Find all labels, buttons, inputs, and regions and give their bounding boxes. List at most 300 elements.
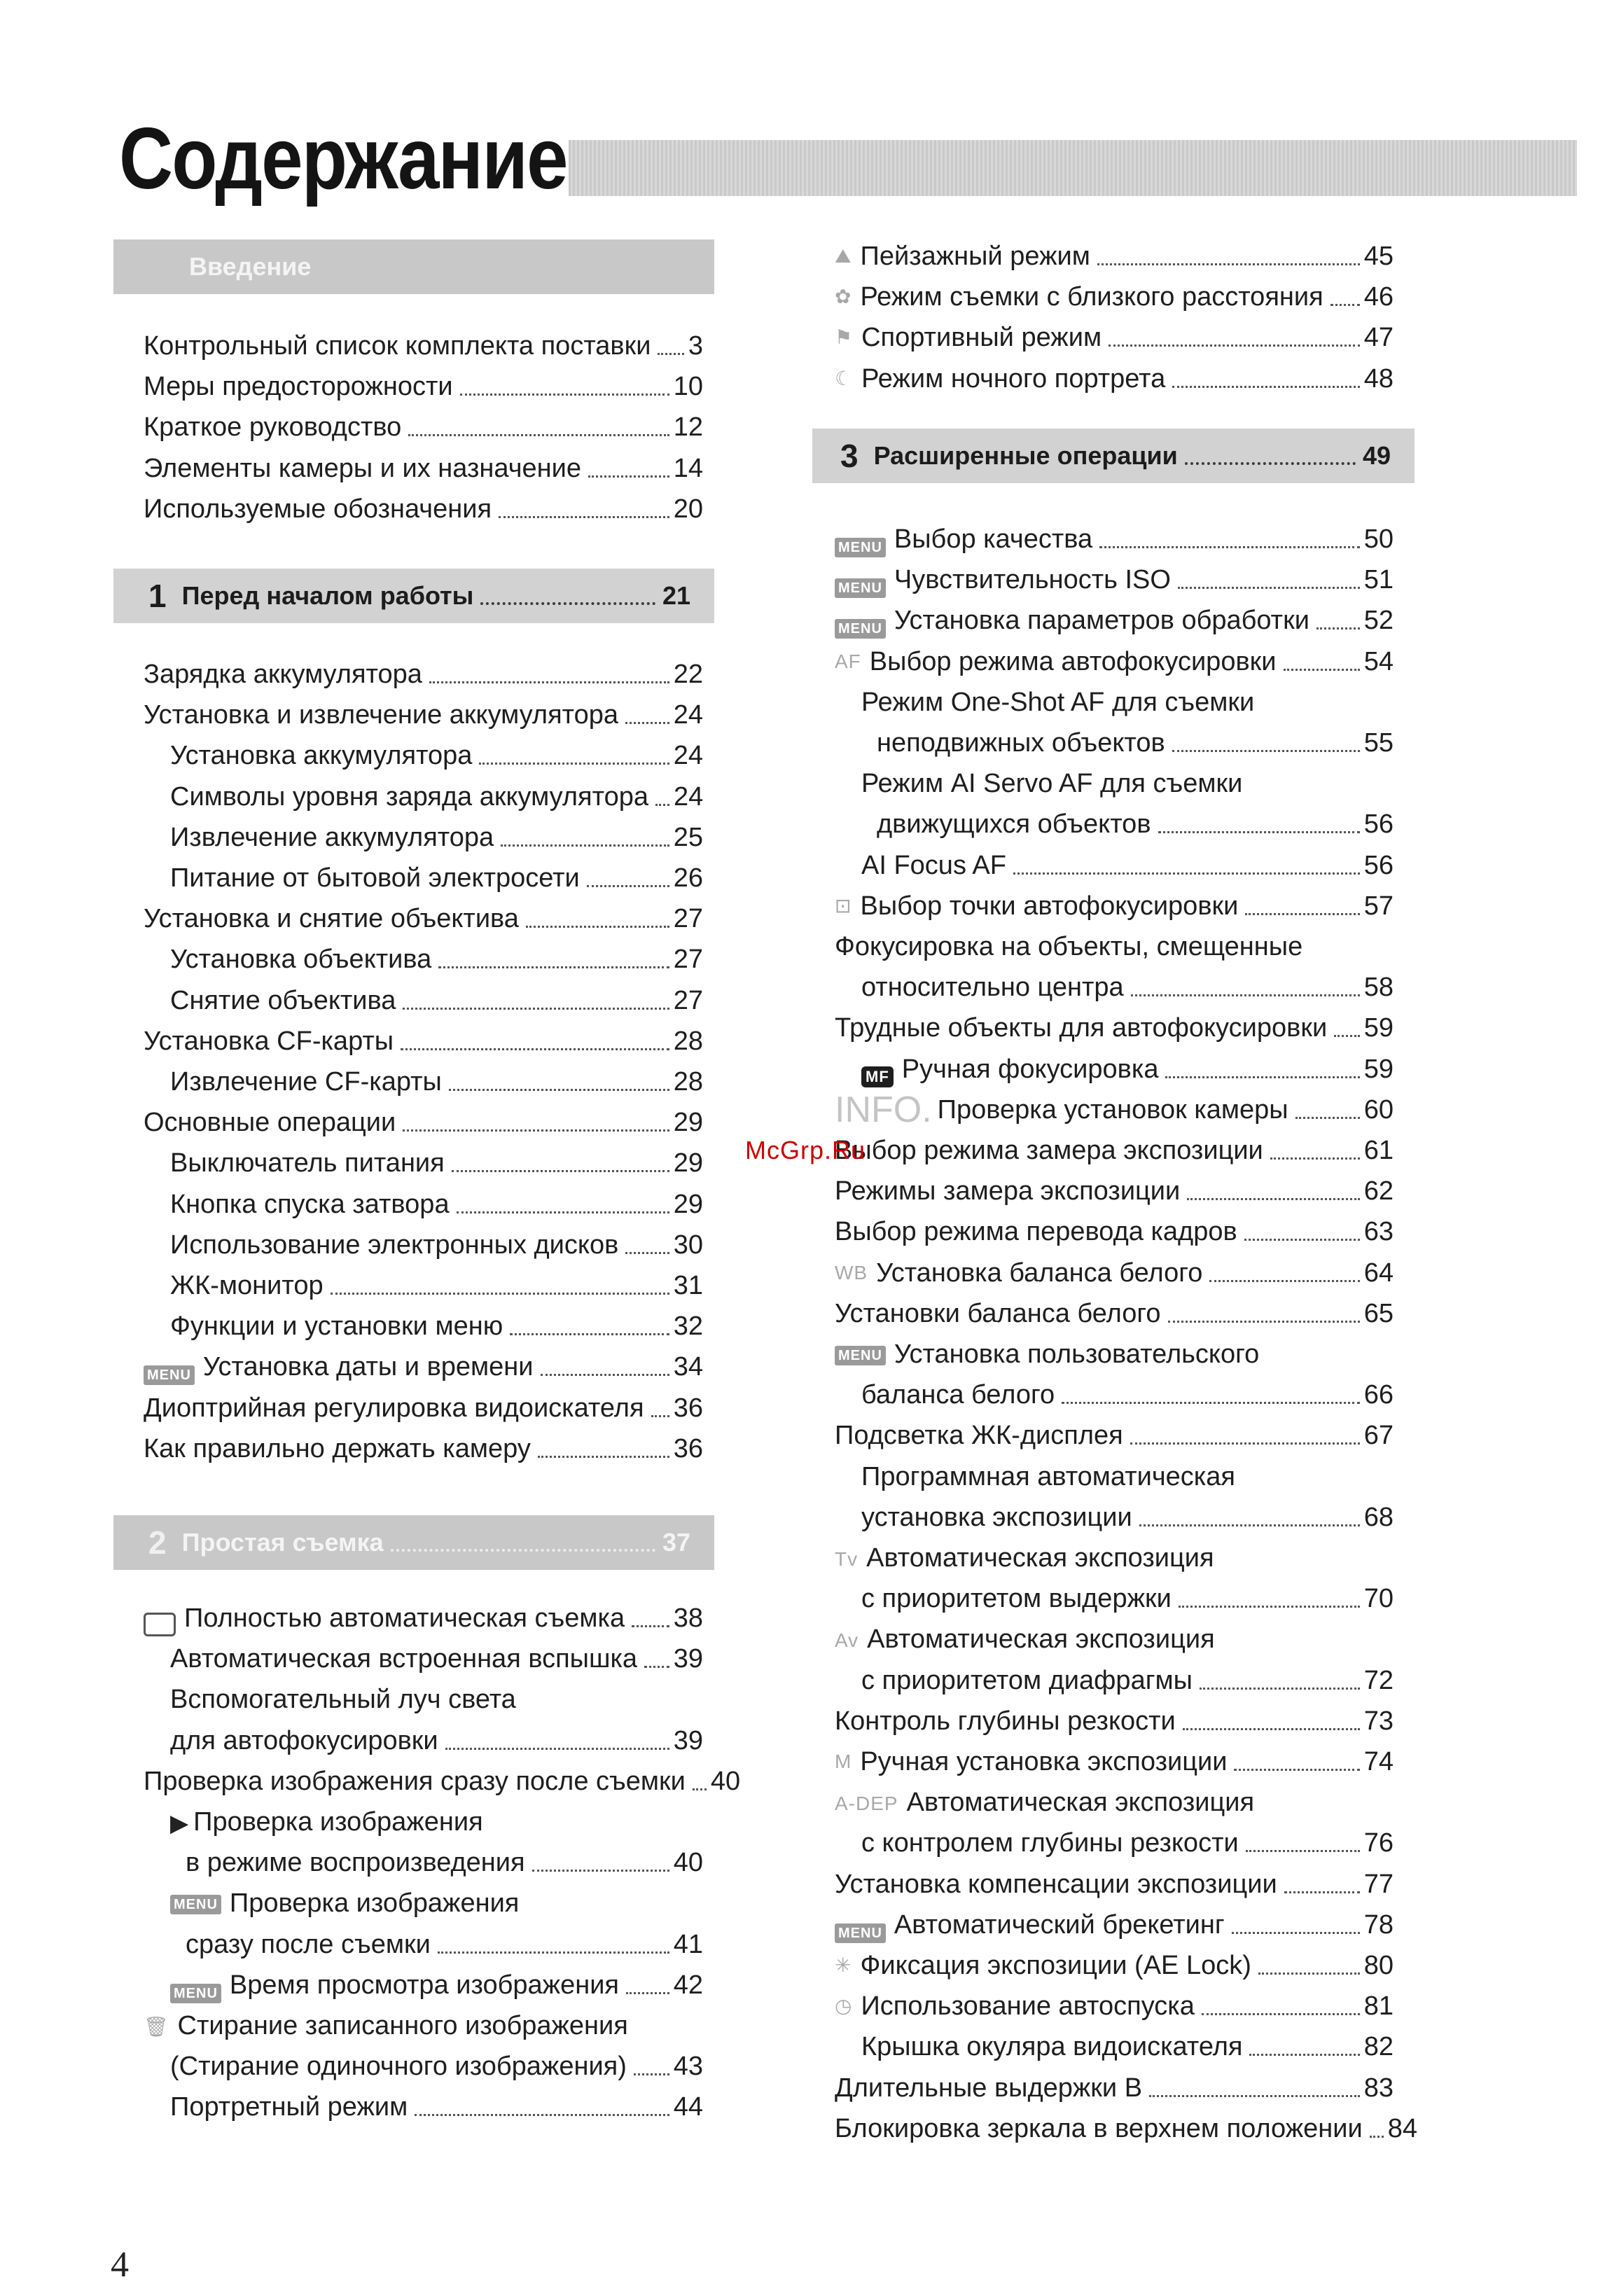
toc-entry [861,847,1394,884]
toc-entry-page: 38 [673,1603,703,1633]
dot-leader [587,885,669,887]
dot-leader [1209,1280,1359,1282]
adep-icon: A-DEP [835,1793,898,1815]
toc-entry [170,1064,703,1100]
toc-entry-text: Проверка изображения сразу после съемки [144,1766,686,1796]
toc-entry [144,900,703,937]
toc-entry [835,562,1394,598]
toc-entry-page: 59 [1363,1013,1394,1043]
toc-entry-page: 40 [673,1848,703,1878]
dot-leader [1172,750,1360,752]
toc-entry [861,1051,1394,1087]
toc-entry-text: Используемые обозначения [144,494,492,524]
toc-entry [186,1926,703,1963]
dot-leader [1013,872,1360,875]
toc-entry [835,1744,1394,1780]
toc-entry-text: Режим AI Servo AF для съемки [861,769,1243,799]
wb-icon: WB [835,1261,868,1283]
dot-leader [1158,831,1360,833]
toc-entry-text: Диоптрийная регулировка видоискателя [144,1393,644,1423]
toc-entry-text: Извлечение аккумулятора [170,822,494,852]
toc-entry [144,656,703,693]
dot-leader [1330,304,1360,306]
toc-entry-page: 66 [1363,1380,1394,1410]
toc-entry-text: Основные операции [144,1108,396,1138]
toc-entry [835,1417,1394,1454]
toc-entry-text: Программная автоматическая [861,1461,1235,1491]
toc-entry [835,1089,1394,1130]
mf-icon: MF [861,1066,894,1087]
toc-entry-page: 78 [1363,1909,1394,1940]
dot-leader [1284,669,1360,671]
toc-entry [170,1227,703,1263]
menu-icon: MENU [835,619,886,639]
menu-icon: MENU [835,1346,886,1365]
toc-entry-text: Выбор режима автофокусировки [869,646,1277,676]
toc-entry [144,1349,703,1385]
dot-leader [501,844,669,847]
toc-entry [835,643,1394,680]
toc-entry [170,1308,703,1344]
toc-entry-page: 80 [1363,1951,1394,1980]
toc-entry-text: Контрольный список комплекта поставки [144,331,651,361]
toc-entry [835,602,1394,639]
toc-entry [170,1681,516,1718]
afpoint-icon: ⊡ [835,894,852,917]
toc-entry [835,1988,1394,2024]
watermark: McGrp.Ru [745,1136,866,1164]
toc-entry-text: Выбор качества [894,524,1093,554]
dot-leader [408,434,669,436]
toc-entry-page: 63 [1363,1217,1394,1247]
toc-entry [144,368,703,405]
toc-entry-page: 28 [673,1067,703,1097]
dot-leader [438,966,669,968]
toc-entry [861,684,1254,721]
dot-leader [1246,1850,1360,1852]
toc-entry-page: 56 [1363,809,1394,840]
toc-entry [861,1825,1394,1861]
toc-entry-text: Выбор режима замера экспозиции [835,1136,1263,1165]
dot-leader [1370,2136,1384,2138]
toc-entry-text: относительно центра [861,973,1124,1003]
toc-entry [835,1784,1254,1822]
section-1-title: Перед началом работы [181,581,474,610]
toc-entry [835,1336,1259,1372]
toc-entry [835,238,1394,274]
dot-leader [1334,1035,1360,1037]
toc-entry-page: 31 [673,1271,703,1300]
dot-leader [1284,1891,1360,1893]
toc-entry-page: 54 [1363,646,1394,676]
timer-icon: ◷ [835,1995,853,2017]
dot-leader [1232,1932,1360,1934]
dot-leader [1172,386,1359,388]
toc-entry-page: 39 [673,1725,703,1755]
toc-entry-page: 32 [673,1311,703,1342]
dot-leader [538,1456,669,1458]
toc-entry-text: Кнопка спуска затвора [170,1189,450,1219]
toc-entry-text: Пейзажный режим [860,242,1090,271]
star-icon: ✳ [835,1954,852,1976]
toc-entry-text: Крышка окуляра видоискателя [861,2032,1243,2062]
toc-entry-text: Спортивный режим [861,323,1102,353]
toc-entry [835,1255,1394,1291]
dot-leader [625,1252,669,1254]
toc-entry-page: 48 [1363,363,1394,394]
toc-entry-text: Трудные объекты для автофокусировки [835,1013,1328,1043]
toc-entry-page: 77 [1363,1869,1394,1899]
toc-entry [861,1580,1394,1617]
toc-entry [835,1947,1394,1984]
section-2-band [113,1515,714,1570]
toc-entry-text: AI Focus AF [861,850,1006,880]
dot-leader [658,353,683,355]
toc-entry [144,1023,703,1059]
toc-entry [170,737,703,774]
toc-entry [170,2048,703,2085]
dot-leader [526,926,669,928]
toc-entry [144,1600,703,1636]
toc-entry-page: 39 [673,1644,703,1674]
toc-entry-page: 26 [673,863,703,893]
toc-entry [144,1431,703,1467]
dot-leader [634,2073,669,2075]
toc-entry-text: Автоматическая экспозиция [906,1788,1255,1818]
toc-entry-text: Зарядка аккумулятора [144,660,422,689]
toc-entry-text: Питание от бытовой электросети [170,863,580,893]
toc-entry-page: 84 [1387,2113,1418,2143]
toc-entry-text: Ручная фокусировка [901,1054,1159,1084]
dot-leader [499,516,669,518]
toc-entry-page: 20 [673,494,703,524]
toc-entry [144,328,703,364]
dot-leader [403,1129,669,1132]
toc-entry-text: Ручная установка экспозиции [860,1747,1228,1776]
toc-entry [835,319,1394,356]
dot-leader [479,763,669,765]
toc-entry [835,1295,1394,1332]
toc-entry [835,1173,1394,1209]
dot-leader [655,804,669,806]
menu-icon: MENU [835,1923,886,1943]
toc-entry [170,1145,703,1181]
section-1-band [113,569,714,623]
dot-leader [449,1089,669,1091]
toc-entry-text: Фокусировка на объекты, смещенные [835,932,1303,961]
dot-leader [1187,1198,1359,1200]
toc-entry-page: 64 [1363,1258,1394,1288]
toc-entry-text: Проверка изображения [193,1807,483,1837]
dot-leader [1234,1769,1359,1771]
dot-leader [401,1048,669,1050]
toc-entry [170,1186,703,1223]
toc-entry [835,279,1394,315]
dot-leader [1062,1402,1360,1404]
dot-leader [1165,1076,1359,1078]
toc-entry-text: Блокировка зеркала в верхнем положении [835,2113,1363,2143]
toc-entry-text: Длительные выдержки B [835,2073,1143,2103]
toc-entry-text: Выбор режима перевода кадров [835,1217,1237,1247]
toc-entry-page: 73 [1363,1706,1394,1736]
dot-leader [1316,627,1360,629]
toc-entry-text: Фиксация экспозиции (AE Lock) [860,1951,1251,1980]
toc-entry-text: Проверка установок камеры [937,1094,1288,1125]
toc-entry [861,1662,1394,1699]
toc-entry-text: Установка CF-карты [144,1026,394,1056]
toc-entry [144,491,703,527]
toc-entry-page: 65 [1363,1298,1394,1328]
toc-entry-page: 57 [1363,891,1394,921]
toc-entry-page: 60 [1363,1094,1394,1125]
dot-leader [1245,913,1359,915]
dot-leader [1168,1321,1360,1323]
toc-entry-page: 42 [673,1970,703,2000]
toc-entry [835,928,1302,965]
toc-entry-text: Как правильно держать камеру [144,1433,531,1463]
section-1-number: 1 [148,578,167,614]
toc-entry-text: в режиме воспроизведения [186,1848,525,1878]
toc-entry [170,1723,703,1759]
toc-entry-text: для автофокусировки [170,1725,438,1755]
section-3-page: 49 [1362,441,1391,470]
toc-entry-text: Символы уровня заряда аккумулятора [170,781,648,812]
info-icon: INFO. [835,1089,932,1130]
toc-entry-text: (Стирание одиночного изображения) [170,2052,627,2082]
toc-entry-page: 70 [1363,1584,1394,1614]
section-3-band [812,429,1415,483]
page-number: 4 [111,2245,129,2285]
toc-entry-page: 34 [673,1352,703,1382]
toc-entry-text: с приоритетом выдержки [861,1584,1172,1614]
toc-entry-text: Установка баланса белого [876,1258,1203,1288]
dot-leader [1109,345,1360,347]
toc-entry-text: Режим One-Shot AF для съемки [861,687,1255,717]
toc-entry [835,888,1394,924]
section-2-page: 37 [662,1528,690,1557]
toc-entry-text: Снятие объектива [170,985,396,1015]
toc-entry [861,765,1242,802]
dot-leader [1097,263,1360,265]
toc-entry-page: 47 [1363,323,1394,353]
toc-entry-page: 24 [673,700,703,730]
dot-leader [1244,1239,1360,1241]
toc-entry [144,409,703,445]
toc-entry [170,1967,703,2003]
toc-entry-text: Меры предосторожности [144,372,453,402]
toc-entry-text: Установка пользовательского [894,1340,1260,1369]
toc-entry-page: 81 [1363,1991,1394,2022]
section-2-leader [391,1533,655,1552]
dot-leader [1202,2013,1360,2015]
dot-leader [632,1625,669,1627]
toc-entry-text: Использование автоспуска [861,1991,1195,2022]
toc-entry [835,1703,1394,1739]
toc-entry-text: установка экспозиции [861,1502,1132,1532]
section-1-leader [480,587,655,605]
toc-entry [861,1459,1235,1495]
dot-leader [1183,1728,1360,1730]
toc-entry-page: 61 [1363,1136,1394,1165]
toc-entry-page: 50 [1363,524,1394,554]
toc-entry [144,1104,703,1141]
dot-leader [429,681,669,683]
toc-entry-page: 67 [1363,1421,1394,1451]
toc-entry [170,1804,483,1842]
dot-leader [1130,1442,1360,1445]
toc-entry-page: 30 [673,1230,703,1260]
toc-entry-text: Стирание записанного изображения [177,2011,628,2040]
toc-entry-page: 62 [1363,1176,1394,1206]
toc-entry-text: Режим ночного портрета [861,363,1166,394]
menu-icon: MENU [144,1365,195,1385]
dot-leader [532,1870,669,1872]
toc-entry [170,1267,703,1304]
section-3-leader [1185,447,1356,465]
page-title: Содержание [119,111,567,207]
toc-entry-text: Автоматическая встроенная вспышка [170,1644,638,1674]
play-icon: ▶ [170,1809,190,1837]
toc-entry-page: 25 [673,822,703,852]
toc-entry-page: 58 [1363,973,1394,1003]
dot-leader [1200,1688,1360,1690]
toc-entry-text: Установка объектива [170,945,432,975]
dot-leader [1249,2054,1359,2056]
dot-leader [1258,1973,1360,1975]
toc-entry-page: 45 [1363,242,1394,271]
toc-entry-page: 29 [673,1148,703,1178]
dot-leader [1179,1606,1360,1608]
section-intro-title: Введение [189,252,312,281]
toc-entry [877,725,1394,761]
toc-entry-page: 40 [710,1766,741,1796]
toc-entry-page: 28 [673,1026,703,1056]
landscape-icon: ⛰ [835,245,852,267]
toc-entry-page: 52 [1363,606,1394,636]
toc-entry-page: 82 [1363,2032,1394,2062]
dot-leader [452,1170,669,1172]
toc-entry [835,1907,1394,1943]
toc-entry-text: Режим съемки с близкого расстояния [860,282,1323,312]
section-3-title: Расширенные операции [873,441,1178,470]
dot-leader [460,394,669,396]
toc-entry-page: 59 [1363,1054,1394,1084]
toc-entry-page: 36 [673,1433,703,1463]
dot-leader [403,1008,669,1010]
toc-entry [170,1641,703,1677]
toc-entry-page: 29 [673,1108,703,1138]
toc-entry [170,2089,703,2125]
toc-entry-page: 76 [1363,1828,1394,1858]
toc-entry-text: неподвижных объектов [877,728,1165,758]
toc-entry-page: 14 [673,453,703,483]
dot-leader [588,475,669,478]
toc-entry-page: 27 [673,985,703,1015]
toc-entry-text: с приоритетом диафрагмы [861,1665,1193,1695]
dot-leader [1099,546,1360,548]
toc-entry-text: баланса белого [861,1380,1055,1410]
toc-entry-text: Портретный режим [170,2092,408,2122]
toc-entry-text: Элементы камеры и их назначение [144,453,581,483]
toc-entry-text: Установка параметров обработки [894,606,1309,636]
toc-entry-page: 27 [673,904,703,934]
toc-entry [835,1132,1394,1169]
title-bar [569,140,1577,196]
toc-entry-page: 41 [673,1929,703,1959]
toc-entry [835,1540,1214,1578]
toc-entry-page: 36 [673,1393,703,1423]
toc-entry-page: 51 [1363,565,1394,595]
toc-entry [835,1213,1394,1250]
toc-entry-text: движущихся объектов [877,809,1151,840]
m-icon: M [835,1751,852,1772]
night-icon: ☾ [835,367,854,389]
tv-icon: Tv [835,1547,859,1570]
toc-entry-page: 24 [673,781,704,812]
toc-entry-page: 74 [1363,1747,1394,1776]
toc-entry [144,697,703,733]
menu-icon: MENU [170,1984,221,2003]
toc-entry [186,1844,703,1881]
toc-entry-page: 56 [1363,850,1394,880]
toc-entry-text: Установка и снятие объектива [144,904,519,934]
toc-entry-page: 68 [1363,1502,1394,1532]
dot-leader [1270,1157,1360,1160]
section-intro-band [113,239,714,294]
toc-entry-text: Установка аккумулятора [170,741,473,771]
dot-leader [1131,994,1360,996]
toc-entry [835,2070,1394,2106]
dot-leader [1139,1524,1360,1526]
toc-entry-page: 12 [673,412,703,443]
dot-leader [625,722,669,724]
toc-entry [861,969,1394,1006]
dot-leader [1295,1117,1360,1119]
toc-entry-text: Режимы замера экспозиции [835,1176,1181,1206]
toc-entry-text: Функции и установки меню [170,1311,503,1342]
toc-entry-text: Установки баланса белого [835,1298,1161,1328]
toc-entry-page: 3 [688,331,703,361]
toc-entry-page: 22 [673,660,703,689]
toc-entry-text: Выключатель питания [170,1148,445,1178]
dot-leader [510,1333,669,1335]
section-3-number: 3 [840,438,859,474]
menu-icon: MENU [170,1895,221,1914]
section-1-page: 21 [662,581,690,610]
toc-entry [835,2110,1418,2147]
dot-leader [415,2114,669,2116]
toc-entry-text: Установка даты и времени [202,1352,534,1382]
toc-entry-text: Подсветка ЖК-дисплея [835,1421,1123,1451]
toc-entry [861,1377,1394,1413]
toc-entry-page: 72 [1363,1665,1394,1695]
sport-icon: ⚑ [835,326,854,349]
toc-entry-page: 43 [673,2052,703,2082]
toc-entry-text: Выбор точки автофокусировки [860,891,1239,921]
toc-entry [170,941,703,977]
dot-leader [438,1951,669,1954]
toc-entry-text: Извлечение CF-карты [170,1067,442,1097]
toc-entry-text: Установка компенсации экспозиции [835,1869,1277,1899]
toc-entry-text: Время просмотра изображения [229,1970,619,2000]
toc-entry [144,1763,741,1800]
macro-icon: ✿ [835,286,852,308]
toc-entry [835,361,1394,397]
toc-entry [861,1499,1394,1536]
toc-entry [835,1866,1394,1902]
toc-entry-text: Установка и извлечение аккумулятора [144,700,619,730]
toc-entry-text: Полностью автоматическая съемка [184,1603,625,1633]
